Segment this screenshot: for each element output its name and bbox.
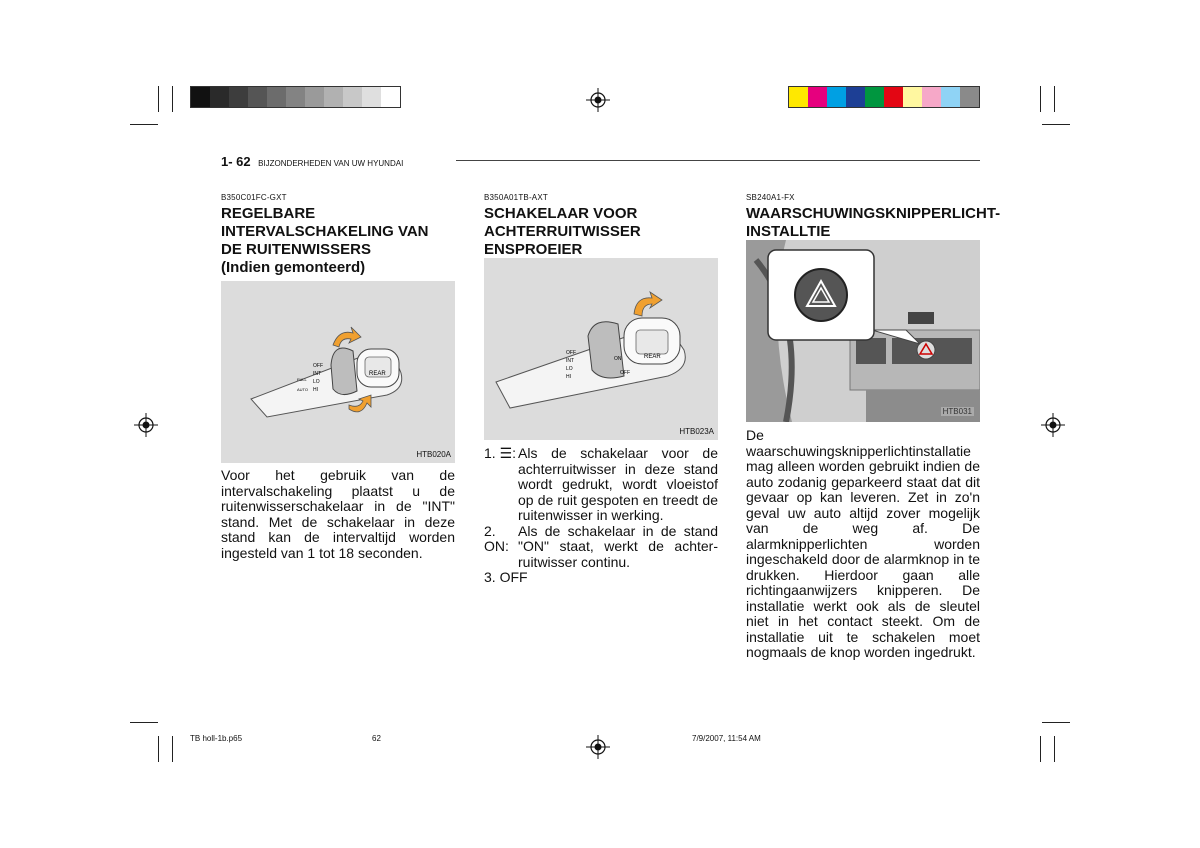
section-title: BIJZONDERHEDEN VAN UW HYUNDAI — [258, 159, 404, 168]
color-swatch — [267, 87, 286, 107]
footer-file-name: TB holl-1b.p65 — [190, 734, 243, 743]
svg-text:ON: ON — [614, 356, 622, 362]
color-calibration-bar — [788, 86, 980, 108]
color-swatch — [324, 87, 343, 107]
rotate-arrow-icon — [333, 327, 361, 347]
function-list — [484, 446, 718, 586]
section-code: B350C01FC-GXT — [221, 193, 287, 202]
registration-mark-icon — [1041, 413, 1065, 437]
column-wiper-interval — [221, 193, 455, 277]
registration-mark-icon — [586, 735, 610, 759]
color-swatch — [941, 87, 960, 107]
column-rear-wiper — [484, 193, 718, 259]
svg-text:HI: HI — [566, 374, 571, 380]
grayscale-calibration-bar — [190, 86, 401, 108]
svg-text:INT: INT — [566, 358, 575, 364]
color-swatch — [865, 87, 884, 107]
svg-text:OFF: OFF — [566, 350, 576, 356]
list-item: 2. ON: Als de schakelaar in de stand "ON" staat, werkt de achter-ruitwisser continu. — [484, 522, 718, 570]
color-swatch — [846, 87, 865, 107]
svg-text:OFF: OFF — [313, 363, 323, 369]
color-swatch — [381, 87, 400, 107]
rotate-arrow-icon — [634, 292, 662, 316]
header-rule — [456, 160, 980, 161]
wiper-stalk-illustration — [221, 281, 455, 463]
color-swatch — [305, 87, 324, 107]
svg-text:LO: LO — [313, 379, 320, 385]
svg-text:INT: INT — [313, 371, 322, 377]
figure-caption: HTB020A — [416, 450, 451, 459]
list-item: 1. ☰: Als de schakelaar voor de achterruitwisser in deze stand wordt gedrukt, wordt vloeistof op de ruit gespoten en treedt de ruitenwisser in werking. — [484, 445, 718, 523]
section-code: B350A01TB-AXT — [484, 193, 548, 202]
page-number: 1- 62 — [221, 154, 251, 169]
svg-text:HI: HI — [313, 387, 318, 393]
color-swatch — [922, 87, 941, 107]
figure-caption: HTB031 — [942, 407, 972, 416]
wiper-switch-figure — [221, 281, 455, 463]
color-swatch — [286, 87, 305, 107]
color-swatch — [343, 87, 362, 107]
dashboard-photo-illustration — [746, 240, 980, 422]
footer-date: 7/9/2007, 11:54 AM — [692, 734, 761, 743]
color-swatch — [229, 87, 248, 107]
rear-wiper-switch-figure — [484, 258, 718, 440]
color-swatch — [903, 87, 922, 107]
section-heading: SCHAKELAAR VOOR ACHTERRUITWISSER ENSPROEIER — [484, 205, 641, 258]
list-item: 3. OFF — [484, 569, 528, 585]
svg-text:AUTO: AUTO — [297, 387, 309, 392]
body-paragraph: Voor het gebruik van de intervalschakeling plaatst u de ruitenwisserschakelaar in de "INT" stand. Met de schakelaar in deze stand kan de intervaltijd worden ingesteld van 1 tot 18 seconden. — [221, 467, 455, 561]
color-swatch — [960, 87, 979, 107]
hazard-switch-figure — [746, 240, 980, 422]
rear-wiper-stalk-illustration — [484, 258, 718, 440]
section-heading: REGELBARE INTERVALSCHAKELING VAN DE RUITENWISSERS (Indien gemonteerd) — [221, 205, 429, 276]
svg-text:REAR: REAR — [644, 354, 661, 360]
svg-text:FULL: FULL — [297, 377, 307, 382]
color-swatch — [884, 87, 903, 107]
color-swatch — [789, 87, 808, 107]
registration-mark-icon — [134, 413, 158, 437]
color-swatch — [827, 87, 846, 107]
svg-text:LO: LO — [566, 366, 573, 372]
svg-text:OFF: OFF — [620, 370, 630, 376]
color-swatch — [808, 87, 827, 107]
hazard-button-icon — [795, 269, 847, 321]
color-swatch — [210, 87, 229, 107]
column-hazard-lights — [746, 193, 1001, 241]
registration-mark-icon — [586, 88, 610, 112]
body-paragraph: De waarschuwingsknipperlichtinstallatie mag alleen worden gebruikt indien de auto zodanig geparkeerd staat dat dit gevaar op kan leveren. Zet in zo'n geval uw auto altijd zover mogelijk van de weg af. De alarmknipperlichten worden ingeschakeld door de alarmknop in te drukken. Hierdoor gaan alle richtingaanwijzers knipperen. De installatie werkt ook als de sleutel niet in het contact steekt. Om de installatie uit te schakelen moet nogmaals de knop worden ingedrukt. — [746, 427, 980, 660]
rear-label: REAR — [369, 371, 386, 377]
figure-caption: HTB023A — [679, 427, 714, 436]
footer-page: 62 — [372, 734, 381, 743]
section-code: SB240A1-FX — [746, 193, 795, 202]
color-swatch — [191, 87, 210, 107]
color-swatch — [248, 87, 267, 107]
color-swatch — [362, 87, 381, 107]
page-header — [221, 153, 981, 171]
section-heading: WAARSCHUWINGSKNIPPERLICHT- INSTALLTIE — [746, 205, 1001, 240]
